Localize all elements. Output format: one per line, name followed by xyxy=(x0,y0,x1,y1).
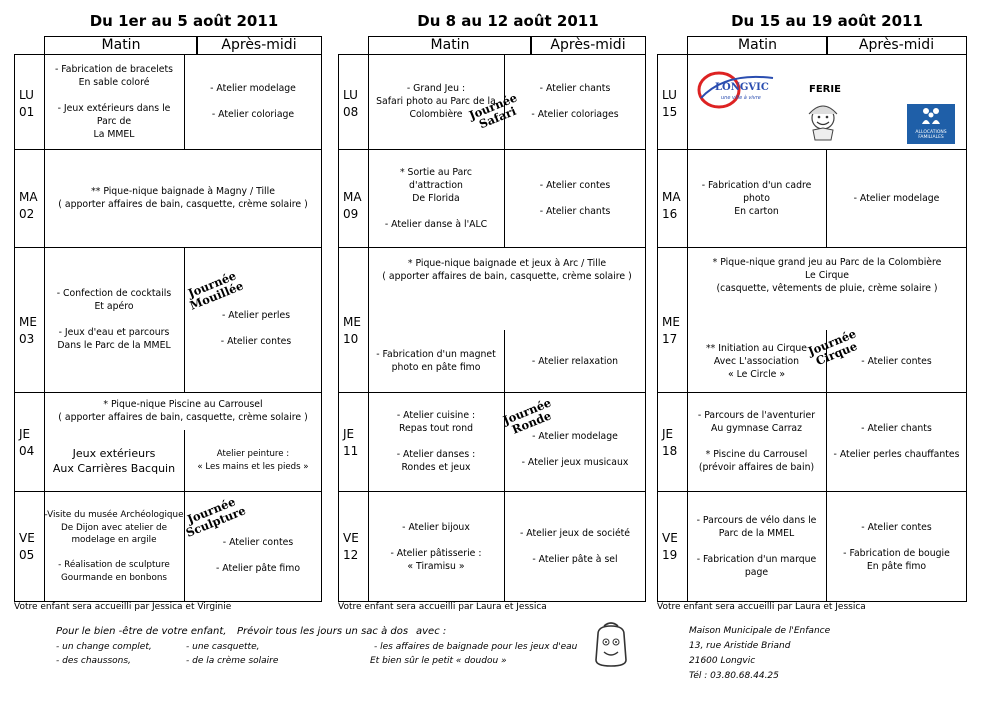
day-label: LU 08 xyxy=(343,88,359,119)
address-street: 13, rue Aristide Briand xyxy=(689,641,791,651)
header-matin: Matin xyxy=(687,36,828,55)
activity-me-top: * Pique-nique baignade et jeux à Arc / Tille ( apporter affaires de bain, casquette, crème solaire ) xyxy=(382,258,632,282)
footer-item: Et bien sûr le petit « doudou » xyxy=(370,656,507,666)
stamp-journee-mouillee: Journée Mouillée xyxy=(185,268,246,313)
day-label: VE 05 xyxy=(19,531,35,562)
activity-je-top: * Pique-nique Piscine au Carrousel ( apporter affaires de bain, casquette, crème solaire ) xyxy=(58,399,308,423)
activity-je-matin: - Parcours de l'aventurier Au gymnase Carraz * Piscine du Carrousel (prévoir affaires de bain) xyxy=(697,410,816,473)
activity-ma-matin: * Sortie au Parc d'attraction De Florida - Atelier danse à l'ALC xyxy=(384,166,488,230)
activity-me-matin: - Fabrication d'un magnet photo en pâte fimo xyxy=(376,349,496,373)
day-label: JE 11 xyxy=(343,427,359,458)
activity-ve-matin: -Visite du musée Archéologique De Dijon avec atelier de modelage en argile - Réalisation de sculpture Gourmande en bonbons xyxy=(44,510,184,583)
longvic-logo-subtitle: une ville à vivre xyxy=(721,95,761,101)
activity-ma-matin: - Fabrication d'un cadre photo En carton xyxy=(701,179,812,217)
activity-ve-apres: - Atelier contes - Atelier pâte fimo xyxy=(215,536,301,574)
footer-intro: Pour le bien -être de votre enfant, xyxy=(56,626,227,637)
activity-ve-matin: - Parcours de vélo dans le Parc de la MMEL - Fabrication d'un marque page xyxy=(696,515,817,578)
backpack-icon xyxy=(590,620,632,668)
day-label: LU 01 xyxy=(19,88,35,119)
staff-note-week-3: Votre enfant sera accueilli par Laura et Jessica xyxy=(657,602,866,612)
address-name: Maison Municipale de l'Enfance xyxy=(689,626,831,636)
header-matin: Matin xyxy=(44,36,198,55)
activity-lu-matin: - Grand Jeu : Safari photo au Parc de la Colombière xyxy=(376,83,496,120)
day-label: ME 17 xyxy=(662,315,680,346)
week-title: Du 15 au 19 août 2011 xyxy=(731,12,923,30)
header-apres-midi: Après-midi xyxy=(826,36,967,55)
caf-logo-text: ALLOCATIONS FAMILIALES xyxy=(915,130,947,140)
footer-item: - des chaussons, xyxy=(56,656,131,666)
staff-note-week-2: Votre enfant sera accueilli par Laura et Jessica xyxy=(338,602,547,612)
day-label: LU 15 xyxy=(662,88,678,119)
day-label: ME 03 xyxy=(19,315,37,346)
header-apres-midi: Après-midi xyxy=(196,36,322,55)
stamp-journee-sculpture: Journée Sculpture xyxy=(183,494,248,540)
activity-ma-apres: - Atelier modelage xyxy=(853,192,940,204)
activity-ma-journee: ** Pique-nique baignade à Magny / Tille ( apporter affaires de bain, casquette, crème solaire ) xyxy=(58,186,308,210)
header-matin: Matin xyxy=(368,36,532,55)
activity-me-top: * Pique-nique grand jeu au Parc de la Colombière Le Cirque (casquette, vêtements de pluie, crème solaire ) xyxy=(712,256,942,294)
day-label: ME 10 xyxy=(343,315,361,346)
activity-lu-apres: - Atelier chants - Atelier coloriages xyxy=(531,83,619,120)
day-label: MA 16 xyxy=(662,190,681,221)
activity-me-apres: - Atelier relaxation xyxy=(531,355,619,367)
longvic-logo-text: LONGVIC xyxy=(715,82,769,93)
activity-je-matin: Jeux extérieurs Aux Carrières Bacquin xyxy=(52,446,176,475)
longvic-logo xyxy=(695,68,779,112)
day-label: VE 12 xyxy=(343,531,359,562)
stamp-journee-cirque: Journée Cirque xyxy=(805,326,860,369)
activity-ve-matin: - Atelier bijoux - Atelier pâtisserie : « Tiramisu » xyxy=(390,521,482,572)
day-label: JE 04 xyxy=(19,427,35,458)
day-label: JE 18 xyxy=(662,427,678,458)
caf-logo xyxy=(907,104,955,144)
activity-lu-matin: - Fabrication de bracelets En sable coloré - Jeux extérieurs dans le Parc de La MMEL xyxy=(55,63,173,140)
ferie-label: FERIE xyxy=(809,84,841,95)
address-phone: Tél : 03.80.68.44.25 xyxy=(689,671,779,681)
footer-backpack: Prévoir tous les jours un sac à dos xyxy=(237,626,409,637)
footer-item: - les affaires de baignade pour les jeux d'eau xyxy=(374,642,578,652)
clown-illustration xyxy=(801,100,845,142)
activity-je-apres: Atelier peinture : « Les mains et les pieds » xyxy=(197,448,309,472)
footer-avec: avec : xyxy=(416,626,447,637)
activity-je-apres: - Atelier chants - Atelier perles chauffantes xyxy=(833,423,960,460)
activity-lu-apres: - Atelier modelage - Atelier coloriage xyxy=(210,83,296,120)
stamp-journee-ronde: Journée Ronde xyxy=(500,395,554,437)
footer-item: - de la crème solaire xyxy=(186,656,279,666)
activity-ve-apres: - Atelier jeux de société - Atelier pâte à sel xyxy=(519,528,631,565)
day-label: MA 02 xyxy=(19,190,38,221)
day-label: VE 19 xyxy=(662,531,678,562)
week-title: Du 8 au 12 août 2011 xyxy=(417,12,599,30)
staff-note-week-1: Votre enfant sera accueilli par Jessica et Virginie xyxy=(14,602,232,612)
footer-item: - un change complet, xyxy=(56,642,152,652)
header-apres-midi: Après-midi xyxy=(530,36,646,55)
activity-me-apres: - Atelier contes xyxy=(861,355,932,367)
activity-je-apres: - Atelier modelage - Atelier jeux musicaux xyxy=(521,431,629,468)
activity-me-apres: - Atelier perles - Atelier contes xyxy=(220,309,292,347)
activity-ve-apres: - Atelier contes - Fabrication de bougie En pâte fimo xyxy=(843,521,950,572)
day-label: MA 09 xyxy=(343,190,362,221)
activity-me-matin: ** Initiation au Cirque Avec L'association « Le Circle » xyxy=(706,342,807,380)
activity-je-matin: - Atelier cuisine : Repas tout rond - Atelier danses : Rondes et jeux xyxy=(396,410,476,473)
address-city: 21600 Longvic xyxy=(689,656,756,666)
footer-item: - une casquette, xyxy=(186,642,260,652)
activity-ma-apres: - Atelier contes - Atelier chants xyxy=(539,179,611,217)
activity-me-matin: - Confection de cocktails Et apéro - Jeux d'eau et parcours Dans le Parc de la MMEL xyxy=(56,288,172,351)
stamp-journee-safari: Journée Safari xyxy=(466,90,520,132)
week-title: Du 1er au 5 août 2011 xyxy=(89,12,279,30)
